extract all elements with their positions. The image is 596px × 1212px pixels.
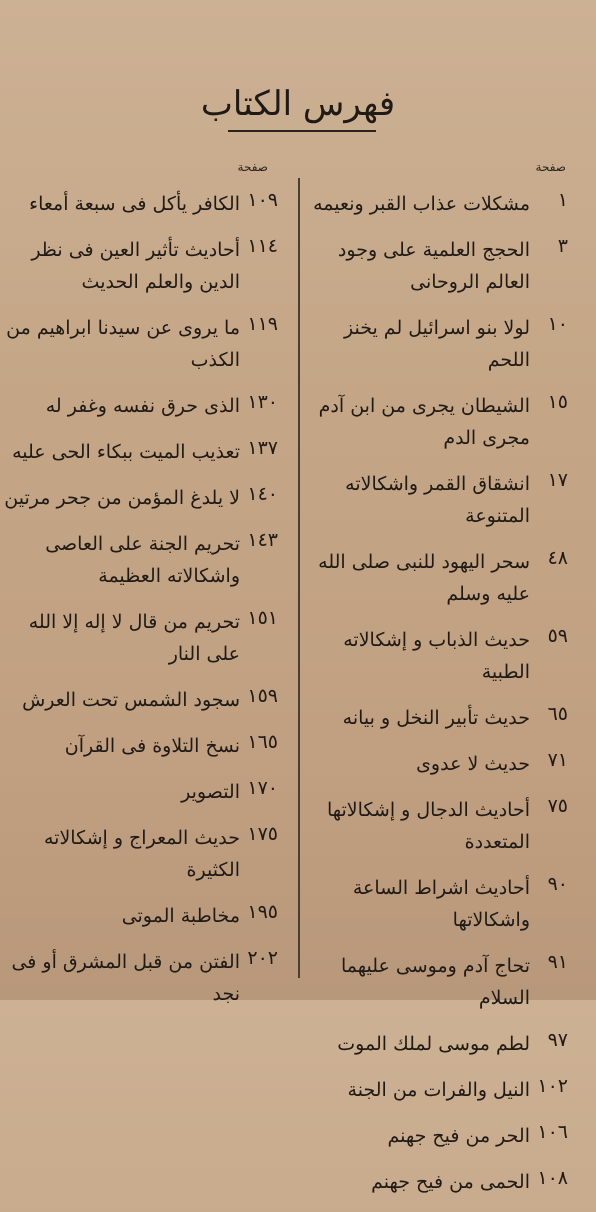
toc-entry-title: تحاج آدم وموسى عليهما السلام — [340, 955, 530, 1009]
toc-entry-title: الكافر يأكل فى سبعة أمعاء — [29, 193, 240, 215]
toc-entry-title: حديث لا عدوى — [416, 753, 530, 775]
toc-entry-title: لا يلدغ المؤمن من جحر مرتين — [4, 487, 240, 509]
toc-entry — [306, 312, 568, 376]
toc-entry-title: سحر اليهود للنبى صلى الله عليه وسلم — [318, 551, 530, 605]
toc-entry-title: تعذيب الميت ببكاء الحى عليه — [12, 441, 240, 463]
toc-entry — [0, 730, 278, 762]
toc-entry — [0, 528, 278, 592]
right-column-page-label: صفحة — [535, 160, 566, 174]
toc-entry-page: ١٠٩ — [247, 189, 278, 211]
toc-entry-title: حديث تأبير النخل و بيانه — [342, 707, 530, 729]
toc-entry-page: ١٤٣ — [247, 529, 278, 551]
toc-entry-page: ٦٥ — [547, 703, 568, 725]
left-column-page-label: صفحة — [237, 160, 268, 174]
toc-entry — [0, 312, 278, 376]
toc-entry-page: ١٧٥ — [247, 823, 278, 845]
toc-entry — [0, 482, 278, 514]
toc-entry-title: حديث المعراج و إشكالاته الكثيرة — [44, 827, 240, 881]
toc-entry — [306, 872, 568, 936]
toc-entry-title: انشقاق القمر واشكالاته المتنوعة — [345, 473, 530, 527]
toc-entry-title: لولا بنو اسرائيل لم يخنز اللحم — [343, 317, 530, 371]
toc-entry-page: ٩٧ — [547, 1029, 568, 1051]
toc-entry — [0, 900, 278, 932]
toc-entry-page: ٩١ — [547, 951, 568, 973]
toc-entry — [306, 624, 568, 688]
toc-entry — [306, 794, 568, 858]
toc-entry-title: نسخ التلاوة فى القرآن — [64, 735, 240, 757]
toc-entry-title: الحر من فيح جهنم — [387, 1125, 530, 1147]
toc-entry-page: ١٩٥ — [247, 901, 278, 923]
toc-entry-page: ٤٨ — [547, 547, 568, 569]
toc-entry-title: التصوير — [181, 781, 240, 803]
toc-entry-title: أحاديث اشراط الساعة واشكالاتها — [352, 877, 530, 931]
toc-entry-title: سجود الشمس تحت العرش — [22, 689, 240, 711]
toc-entry — [306, 748, 568, 780]
toc-entry-page: ١٦٥ — [247, 731, 278, 753]
toc-entry — [306, 546, 568, 610]
toc-entry-title: الشيطان يجرى من ابن آدم مجرى الدم — [318, 395, 530, 449]
toc-entry-page: ١٠٨ — [537, 1167, 568, 1189]
page-title: فهرس الكتاب — [200, 84, 396, 124]
toc-entry — [0, 188, 278, 220]
toc-entry-page: ٧٥ — [547, 795, 568, 817]
toc-entry — [306, 702, 568, 734]
toc-entry-page: ١٥ — [547, 391, 568, 413]
toc-entry-page: ١٥٩ — [247, 685, 278, 707]
toc-entry — [306, 1166, 568, 1198]
toc-entry-page: ١٧٠ — [247, 777, 278, 799]
toc-entry — [0, 776, 278, 808]
toc-entry-title: مخاطبة الموتى — [121, 905, 240, 927]
toc-entry-title: أحاديث تأثير العين فى نظر الدين والعلم الحديث — [31, 239, 240, 293]
toc-entry-title: مشكلات عذاب القبر ونعيمه — [313, 193, 530, 215]
toc-entry — [306, 1028, 568, 1060]
toc-entry-page: ١٠٢ — [537, 1075, 568, 1097]
toc-entry-page: ١١٩ — [247, 313, 278, 335]
toc-entry-page: ٩٠ — [547, 873, 568, 895]
toc-entry-title: تحريم الجنة على العاصى واشكالاته العظيمة — [45, 533, 240, 587]
toc-entry-page: ١٤٠ — [247, 483, 278, 505]
toc-entry-title: أحاديث الدجال و إشكالاتها المتعددة — [326, 799, 530, 853]
toc-entry-page: ٥٩ — [547, 625, 568, 647]
toc-entry-title: الفتن من قبل المشرق أو فى نجد — [11, 951, 240, 1005]
toc-entry-page: ٧١ — [547, 749, 568, 771]
toc-entry-title: الحجج العلمية على وجود العالم الروحانى — [337, 239, 530, 293]
toc-entry-page: ١٣٠ — [247, 391, 278, 413]
toc-entry — [306, 234, 568, 298]
toc-entry-title: النيل والفرات من الجنة — [347, 1079, 530, 1101]
toc-entry-title: تحريم من قال لا إله إلا الله على النار — [28, 611, 240, 665]
toc-entry-title: الذى حرق نفسه وغفر له — [45, 395, 240, 417]
toc-entry-page: ١٠ — [547, 313, 568, 335]
toc-entry-title: ما يروى عن سيدنا ابراهيم من الكذب — [6, 317, 240, 371]
toc-entry-page: ٢٠٢ — [247, 947, 278, 969]
toc-entry — [306, 468, 568, 532]
title-underline — [228, 130, 376, 132]
toc-entry — [0, 946, 278, 1010]
column-divider — [298, 178, 300, 978]
toc-entry — [0, 390, 278, 422]
toc-entry-title: حديث الذباب و إشكالاته الطبية — [343, 629, 530, 683]
toc-entry — [0, 822, 278, 886]
toc-entry — [306, 1074, 568, 1106]
toc-entry — [306, 188, 568, 220]
toc-entry — [0, 436, 278, 468]
toc-entry — [306, 390, 568, 454]
toc-entry — [306, 950, 568, 1014]
toc-right-column — [306, 188, 568, 1212]
toc-entry-page: ١٠٦ — [537, 1121, 568, 1143]
toc-entry-page: ١٥١ — [247, 607, 278, 629]
toc-entry-page: ١٣٧ — [247, 437, 278, 459]
toc-left-column — [0, 188, 278, 1024]
toc-entry-page: ٣ — [557, 235, 568, 257]
toc-entry-title: الحمى من فيح جهنم — [371, 1171, 530, 1193]
toc-entry-page: ١ — [557, 189, 568, 211]
toc-entry — [306, 1120, 568, 1152]
toc-entry-page: ١١٤ — [247, 235, 278, 257]
toc-entry-page: ١٧ — [547, 469, 568, 491]
toc-entry — [0, 684, 278, 716]
toc-entry — [0, 234, 278, 298]
toc-entry-title: لطم موسى لملك الموت — [337, 1033, 530, 1055]
toc-entry — [0, 606, 278, 670]
